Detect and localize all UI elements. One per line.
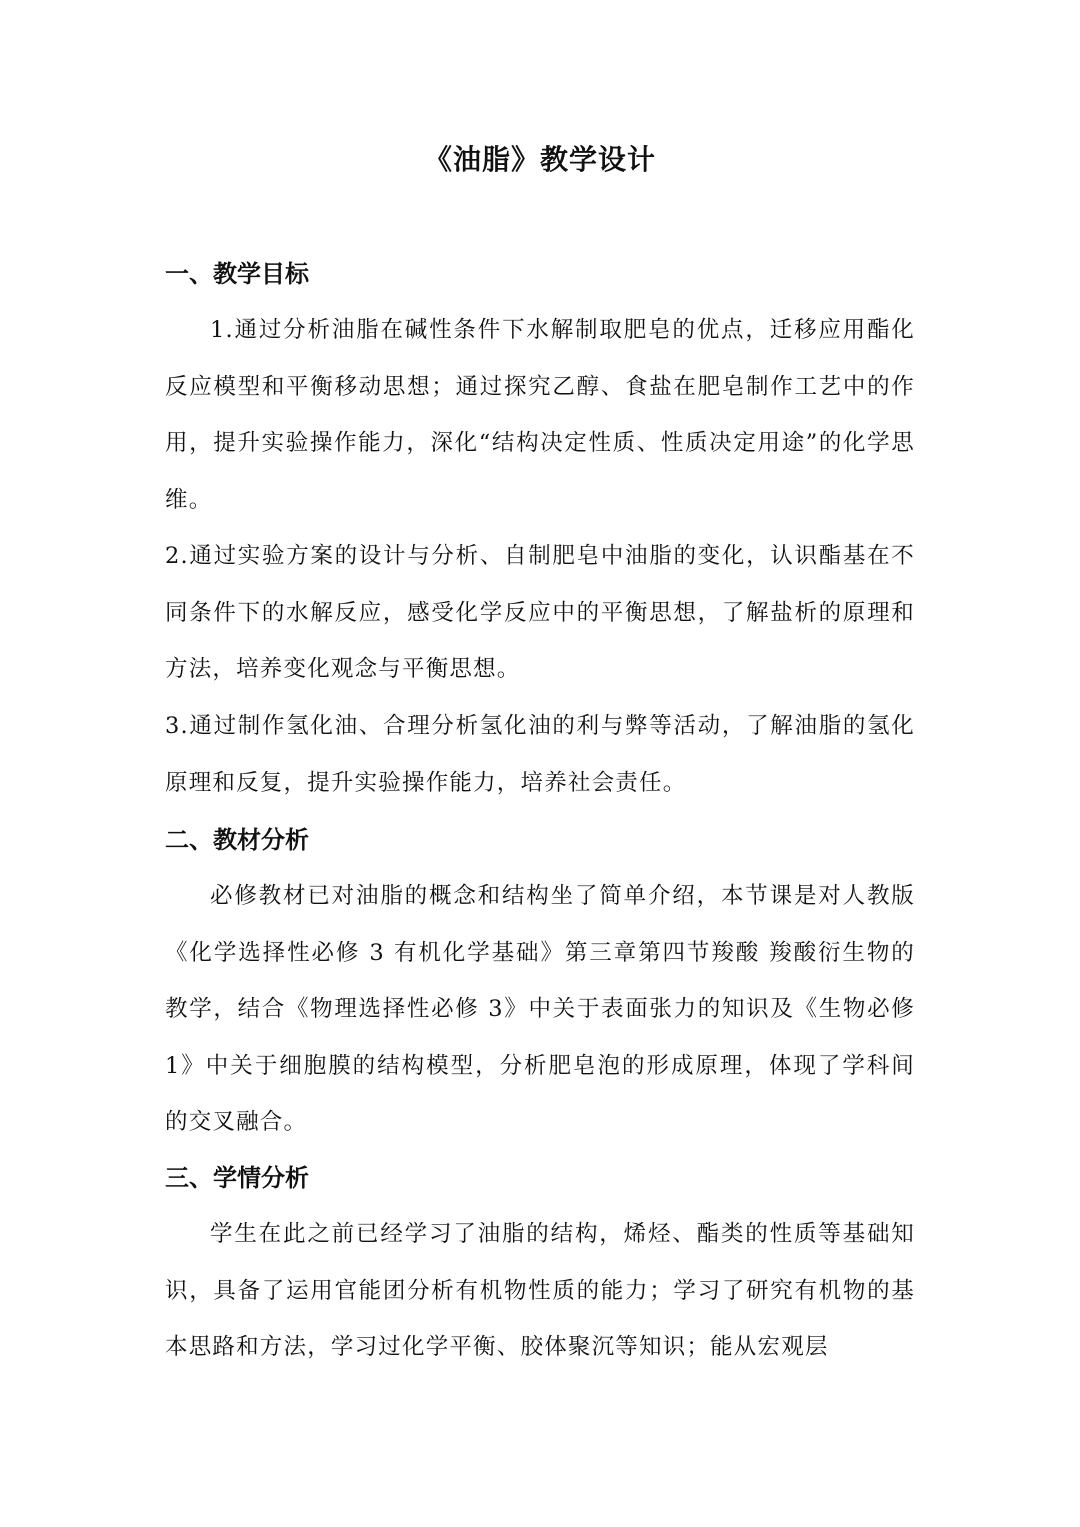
section-heading-student-analysis: 三、学情分析 xyxy=(165,1164,309,1192)
goal-paragraph-1: 1.通过分析油脂在碱性条件下水解制取肥皂的优点，迁移应用酯化反应模型和平衡移动思想；通过探究乙醇、食盐在肥皂制作工艺中的作用，提升实验操作能力，深化“结构决定性质、性质决定用途”的化学思维。 xyxy=(165,317,915,513)
goal-paragraph-3: 3.通过制作氢化油、合理分析氢化油的利与弊等活动，了解油脂的氢化原理和反复，提升实验操作能力，培养社会责任。 xyxy=(165,713,915,796)
textbook-analysis-paragraph: 必修教材已对油脂的概念和结构坐了简单介绍，本节课是对人教版《化学选择性必修 3 有机化学基础》第三章第四节羧酸 羧酸衍生物的教学，结合《物理选择性必修 3》中关于表面张力的知识及《生物必修 1》中关于细胞膜的结构模型，分析肥皂泡的形成原理，体现了学科间的交叉融合。 xyxy=(165,883,915,1135)
section-heading-textbook-analysis: 二、教材分析 xyxy=(165,826,309,854)
section-heading-teaching-goals: 一、教学目标 xyxy=(165,260,309,288)
goal-paragraph-2: 2.通过实验方案的设计与分析、自制肥皂中油脂的变化，认识酯基在不同条件下的水解反应，感受化学反应中的平衡思想，了解盐析的原理和方法，培养变化观念与平衡思想。 xyxy=(165,543,915,682)
document-title: 《油脂》教学设计 xyxy=(423,143,656,176)
student-analysis-paragraph: 学生在此之前已经学习了油脂的结构，烯烃、酯类的性质等基础知识，具备了运用官能团分析有机物性质的能力；学习了研究有机物的基本思路和方法，学习过化学平衡、胶体聚沉等知识；能从宏观层 xyxy=(165,1221,915,1360)
